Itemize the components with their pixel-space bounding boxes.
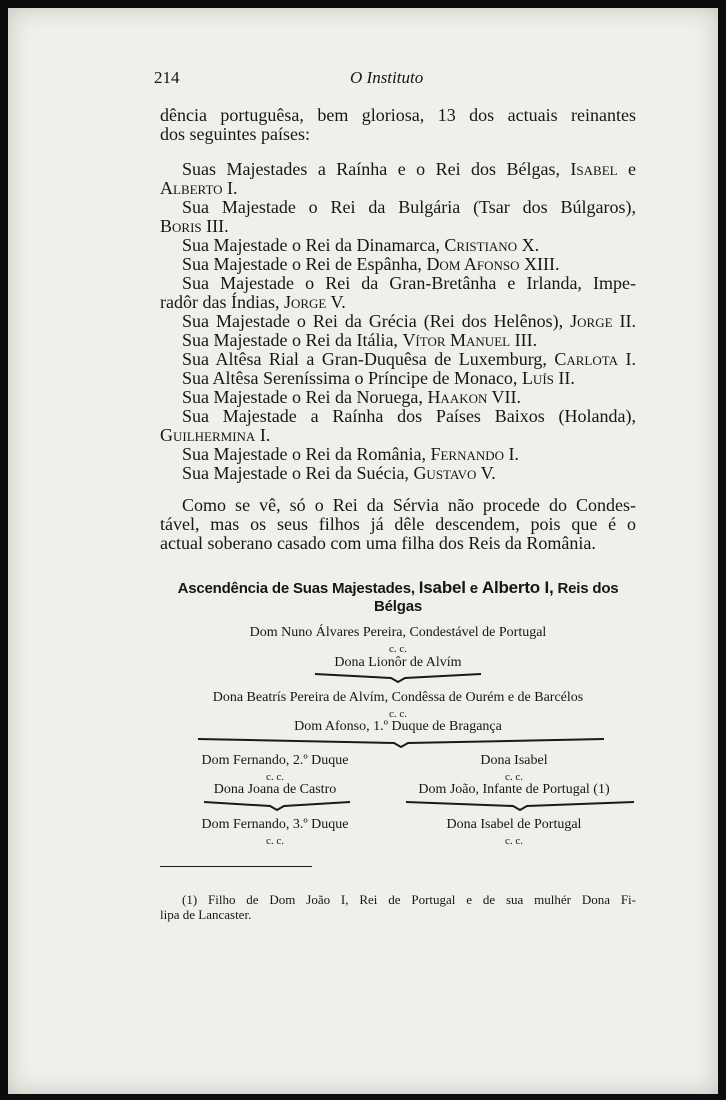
- monarch-entry: Sua Majestade o Rei da Dinamarca, Cristiano X.: [182, 235, 540, 255]
- page-number: 214: [154, 68, 180, 87]
- conclusion-line: actual soberano casado com uma filha dos Reis da România.: [160, 533, 596, 553]
- monarch-name: Alberto I.: [160, 178, 238, 198]
- monarch-entry: Sua Majestade o Rei da Suécia, Gustavo V.: [182, 463, 496, 483]
- footnote: [160, 892, 636, 922]
- gen3-right-cc: c. c.: [504, 771, 523, 783]
- gen2-cc: c. c.: [388, 708, 407, 720]
- gen1-person: Dom Nuno Álvares Pereira, Condestável de Portugal: [249, 625, 547, 640]
- gen3-right-spouse: Dom João, Infante de Portugal (1): [418, 782, 610, 797]
- monarch-list: [160, 160, 636, 483]
- monarch-entry: Sua Majestade o Rei da Grécia (Rei dos Helênos), Jorge II.: [182, 311, 637, 331]
- gen2-spouse: Dom Afonso, 1.º Duque de Bragança: [294, 719, 502, 734]
- gen3-left-person: Dom Fernando, 2.º Duque: [201, 753, 349, 768]
- monarch-name: Guilhermina I.: [160, 425, 271, 445]
- gen1-brace: [313, 672, 483, 684]
- monarch-entry: Sua Majestade a Raínha dos Países Baixos (Holanda),: [182, 406, 636, 426]
- monarch-entry: Sua Majestade o Rei da Itália, Vítor Manuel III.: [182, 330, 538, 350]
- gen3-left-brace: [202, 800, 352, 812]
- conclusion-line: tável, mas os seus filhos já dêle descendem, pois que é o: [160, 514, 636, 534]
- gen3-right-person: Dona Isabel: [480, 753, 548, 768]
- intro-line: dência portuguêsa, bem gloriosa, 13 dos actuais reinantes: [160, 105, 636, 125]
- conclusion-line: Como se vê, só o Rei da Sérvia não procede do Condes-: [182, 495, 636, 515]
- footnote-line: (1) Filho de Dom João I, Rei de Portugal e de sua mulhér Dona Fi-: [182, 892, 636, 907]
- genealogy-heading: Ascendência de Suas Majestades, Isabel e Alberto I, Reis dos Bélgas: [177, 578, 619, 615]
- gen3-left-cc: c. c.: [265, 771, 284, 783]
- gen4-right-cc: c. c.: [504, 835, 523, 847]
- gen4-left-cc: c. c.: [265, 835, 284, 847]
- gen3-right-brace: [404, 800, 636, 812]
- footnote-rule: [160, 866, 312, 867]
- monarch-entry: Suas Majestades a Raínha e o Rei dos Bélgas, Isabel e: [182, 159, 637, 179]
- gen1-spouse: Dona Lionôr de Alvím: [334, 655, 462, 670]
- monarch-entry: Sua Majestade o Rei de Espânha, Dom Afonso XIII.: [182, 254, 560, 274]
- gen1-cc: c. c.: [388, 643, 407, 655]
- footnote-line: lipa de Lancaster.: [160, 907, 252, 922]
- monarch-entry-cont: radôr das Índias, Jorge V.: [160, 292, 346, 312]
- intro-line: dos seguintes países:: [160, 124, 310, 144]
- monarch-entry: Sua Majestade o Rei da Noruega, Haakon VII.: [182, 387, 522, 407]
- gen4-right-person: Dona Isabel de Portugal: [446, 817, 582, 832]
- conclusion-paragraph: [160, 496, 636, 553]
- running-title: O Instituto: [350, 68, 424, 87]
- book-page: [8, 8, 718, 1094]
- monarch-entry: Sua Majestade o Rei da România, Fernando I.: [182, 444, 520, 464]
- gen4-left-person: Dom Fernando, 3.º Duque: [201, 817, 349, 832]
- gen3-left-spouse: Dona Joana de Castro: [213, 782, 337, 797]
- monarch-entry: Sua Altêsa Rial a Gran-Duquêsa de Luxemburg, Carlota I.: [182, 349, 636, 369]
- gen2-person: Dona Beatrís Pereira de Alvím, Condêssa de Ourém e de Barcélos: [212, 690, 584, 705]
- monarch-entry: Sua Majestade o Rei da Gran-Bretânha e Irlanda, Impe-: [182, 273, 636, 293]
- monarch-entry: Sua Altêsa Sereníssima o Príncipe de Monaco, Luís II.: [182, 368, 575, 388]
- intro-paragraph: [160, 106, 636, 144]
- gen2-brace: [196, 737, 606, 749]
- monarch-entry: Sua Majestade o Rei da Bulgária (Tsar dos Búlgaros),: [182, 197, 636, 217]
- monarch-name: Boris III.: [160, 216, 229, 236]
